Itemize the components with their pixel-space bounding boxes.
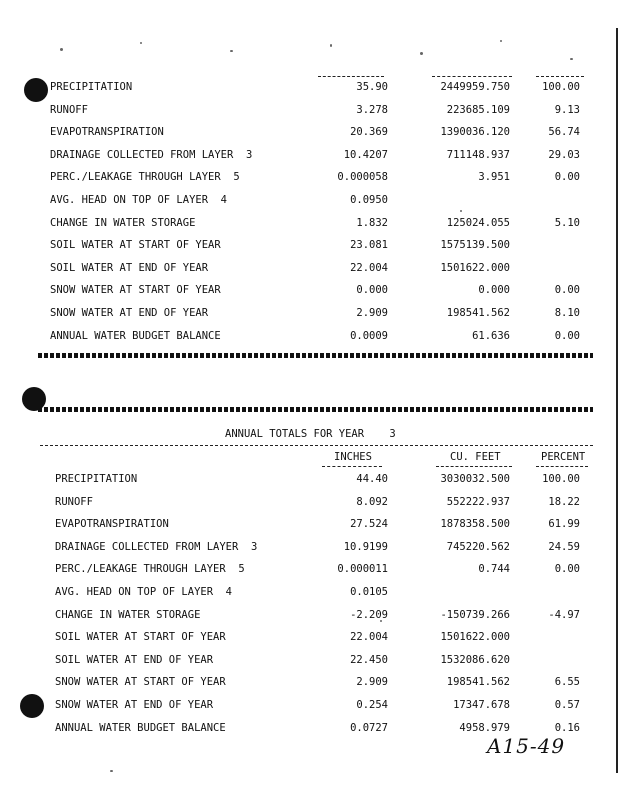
- table-row: [0, 676, 641, 692]
- row-label: SNOW WATER AT END OF YEAR: [50, 307, 209, 319]
- row-label: EVAPOTRANSPIRATION: [50, 126, 164, 139]
- table-row: [0, 699, 641, 715]
- scan-speck: [570, 58, 573, 60]
- percent-value: -4.97: [548, 608, 580, 621]
- inches-value: 1.832: [356, 216, 388, 229]
- scan-speck: [230, 50, 233, 52]
- cu-feet-value: 552222.937: [446, 495, 510, 508]
- table-row: [0, 563, 641, 579]
- inches-value: 2.909: [356, 307, 388, 319]
- scan-speck: [110, 770, 113, 772]
- table-row: [0, 307, 641, 323]
- table-row: [0, 541, 641, 557]
- inches-value: 44.40: [356, 473, 388, 485]
- table-row: [0, 330, 641, 346]
- inches-value: 0.000011: [337, 563, 388, 576]
- column-rule-inches-top: [318, 76, 384, 77]
- row-label: SNOW WATER AT START OF YEAR: [50, 284, 221, 297]
- inches-value: -2.209: [350, 608, 388, 621]
- asterisk-separator: [38, 353, 593, 358]
- table-row: [0, 104, 641, 120]
- inches-value: 22.450: [350, 653, 388, 666]
- inches-value: 22.004: [350, 631, 388, 644]
- inches-value: 0.0009: [350, 329, 388, 342]
- cu-feet-value: 17347.678: [453, 699, 510, 711]
- percent-value: 0.16: [554, 721, 580, 734]
- percent-value: 0.00: [554, 563, 580, 576]
- scan-speck: [60, 48, 63, 51]
- cu-feet-value: 1501622.000: [440, 261, 510, 274]
- row-label: SOIL WATER AT END OF YEAR: [50, 261, 209, 274]
- column-header-percent: PERCENT: [541, 451, 586, 463]
- row-label: RUNOFF: [55, 495, 93, 508]
- row-label: EVAPOTRANSPIRATION: [55, 518, 169, 531]
- percent-value: 29.03: [548, 148, 580, 161]
- percent-value: 8.10: [554, 307, 580, 319]
- cu-feet-value: 745220.562: [446, 540, 510, 553]
- scan-speck: [420, 52, 423, 55]
- row-label: SOIL WATER AT END OF YEAR: [55, 653, 214, 666]
- cu-feet-value: 198541.562: [446, 676, 510, 689]
- row-label: PRECIPITATION: [50, 81, 133, 93]
- inches-value: 23.081: [350, 239, 388, 252]
- column-header-inches: INCHES: [334, 451, 372, 463]
- percent-value: 100.00: [542, 473, 580, 485]
- row-label: RUNOFF: [50, 103, 88, 116]
- asterisk-separator: [38, 407, 593, 412]
- column-rule-percent-top: [536, 76, 584, 77]
- cu-feet-value: 61.636: [472, 329, 510, 342]
- header-rule: [40, 445, 593, 446]
- row-label: SNOW WATER AT END OF YEAR: [55, 699, 214, 711]
- table-row: [0, 239, 641, 255]
- table-row: [0, 609, 641, 625]
- annual-totals-title: ANNUAL TOTALS FOR YEAR 3: [225, 428, 396, 440]
- table-row: [0, 631, 641, 647]
- cu-feet-value: 3030032.500: [440, 473, 510, 485]
- cu-feet-value: 125024.055: [446, 216, 510, 229]
- percent-value: 24.59: [548, 540, 580, 553]
- table-row: [0, 194, 641, 210]
- scan-speck: [460, 210, 462, 212]
- cu-feet-value: 3.951: [478, 171, 510, 184]
- row-label: ANNUAL WATER BUDGET BALANCE: [55, 721, 226, 734]
- inches-value: 0.0950: [350, 194, 388, 206]
- row-label: SOIL WATER AT START OF YEAR: [50, 239, 221, 252]
- inches-value: 2.909: [356, 676, 388, 689]
- table-row: [0, 262, 641, 278]
- table-row: [0, 496, 641, 512]
- percent-value: 0.00: [554, 329, 580, 342]
- row-label: PRECIPITATION: [55, 473, 138, 485]
- column-rule-cufeet: [436, 466, 512, 467]
- inches-value: 3.278: [356, 103, 388, 116]
- percent-value: 18.22: [548, 495, 580, 508]
- cu-feet-value: 711148.937: [446, 148, 510, 161]
- percent-value: 0.00: [554, 171, 580, 184]
- row-label: PERC./LEAKAGE THROUGH LAYER 5: [55, 563, 245, 576]
- inches-value: 20.369: [350, 126, 388, 139]
- inches-value: 10.4207: [343, 148, 388, 161]
- cu-feet-value: 1575139.500: [440, 239, 510, 252]
- row-label: SOIL WATER AT START OF YEAR: [55, 631, 226, 644]
- table-row: [0, 171, 641, 187]
- cu-feet-value: 1878358.500: [440, 518, 510, 531]
- cu-feet-value: 2449959.750: [440, 81, 510, 93]
- cu-feet-value: 1532086.620: [440, 653, 510, 666]
- row-label: DRAINAGE COLLECTED FROM LAYER 3: [55, 540, 258, 553]
- table-row: [0, 654, 641, 670]
- cu-feet-value: 223685.109: [446, 103, 510, 116]
- inches-value: 8.092: [356, 495, 388, 508]
- percent-value: 61.99: [548, 518, 580, 531]
- table-row: [0, 284, 641, 300]
- inches-value: 10.9199: [343, 540, 388, 553]
- cu-feet-value: -150739.266: [440, 608, 510, 621]
- inches-value: 0.000: [356, 284, 388, 297]
- percent-value: 6.55: [554, 676, 580, 689]
- table-row: [0, 473, 641, 489]
- percent-value: 9.13: [554, 103, 580, 116]
- row-label: CHANGE IN WATER STORAGE: [50, 216, 196, 229]
- cu-feet-value: 1390036.120: [440, 126, 510, 139]
- percent-value: 100.00: [542, 81, 580, 93]
- row-label: ANNUAL WATER BUDGET BALANCE: [50, 329, 221, 342]
- cu-feet-value: 1501622.000: [440, 631, 510, 644]
- percent-value: 5.10: [554, 216, 580, 229]
- inches-value: 0.254: [356, 699, 388, 711]
- cu-feet-value: 0.744: [478, 563, 510, 576]
- inches-value: 0.0727: [350, 721, 388, 734]
- cu-feet-value: 198541.562: [446, 307, 510, 319]
- inches-value: 35.90: [356, 81, 388, 93]
- table-row: [0, 518, 641, 534]
- column-rule-inches: [322, 466, 382, 467]
- column-rule-percent: [536, 466, 588, 467]
- row-label: AVG. HEAD ON TOP OF LAYER 4: [55, 586, 233, 598]
- table-row: [0, 586, 641, 602]
- cu-feet-value: 4958.979: [459, 721, 510, 734]
- row-label: CHANGE IN WATER STORAGE: [55, 608, 201, 621]
- row-label: DRAINAGE COLLECTED FROM LAYER 3: [50, 148, 253, 161]
- scan-speck: [500, 40, 502, 42]
- table-row: [0, 149, 641, 165]
- scan-speck: [140, 42, 142, 44]
- inches-value: 0.0105: [350, 586, 388, 598]
- percent-value: 0.57: [554, 699, 580, 711]
- cu-feet-value: 0.000: [478, 284, 510, 297]
- scan-speck: [330, 44, 332, 47]
- column-rule-cufeet-top: [432, 76, 512, 77]
- row-label: PERC./LEAKAGE THROUGH LAYER 5: [50, 171, 240, 184]
- row-label: AVG. HEAD ON TOP OF LAYER 4: [50, 194, 228, 206]
- percent-value: 56.74: [548, 126, 580, 139]
- row-label: SNOW WATER AT START OF YEAR: [55, 676, 226, 689]
- table-row: [0, 217, 641, 233]
- percent-value: 0.00: [554, 284, 580, 297]
- handwritten-page-mark: A15-49: [487, 734, 566, 758]
- inches-value: 27.524: [350, 518, 388, 531]
- inches-value: 22.004: [350, 261, 388, 274]
- inches-value: 0.000058: [337, 171, 388, 184]
- column-header-cu-feet: CU. FEET: [450, 451, 501, 463]
- table-row: [0, 126, 641, 142]
- table-row: [0, 81, 641, 97]
